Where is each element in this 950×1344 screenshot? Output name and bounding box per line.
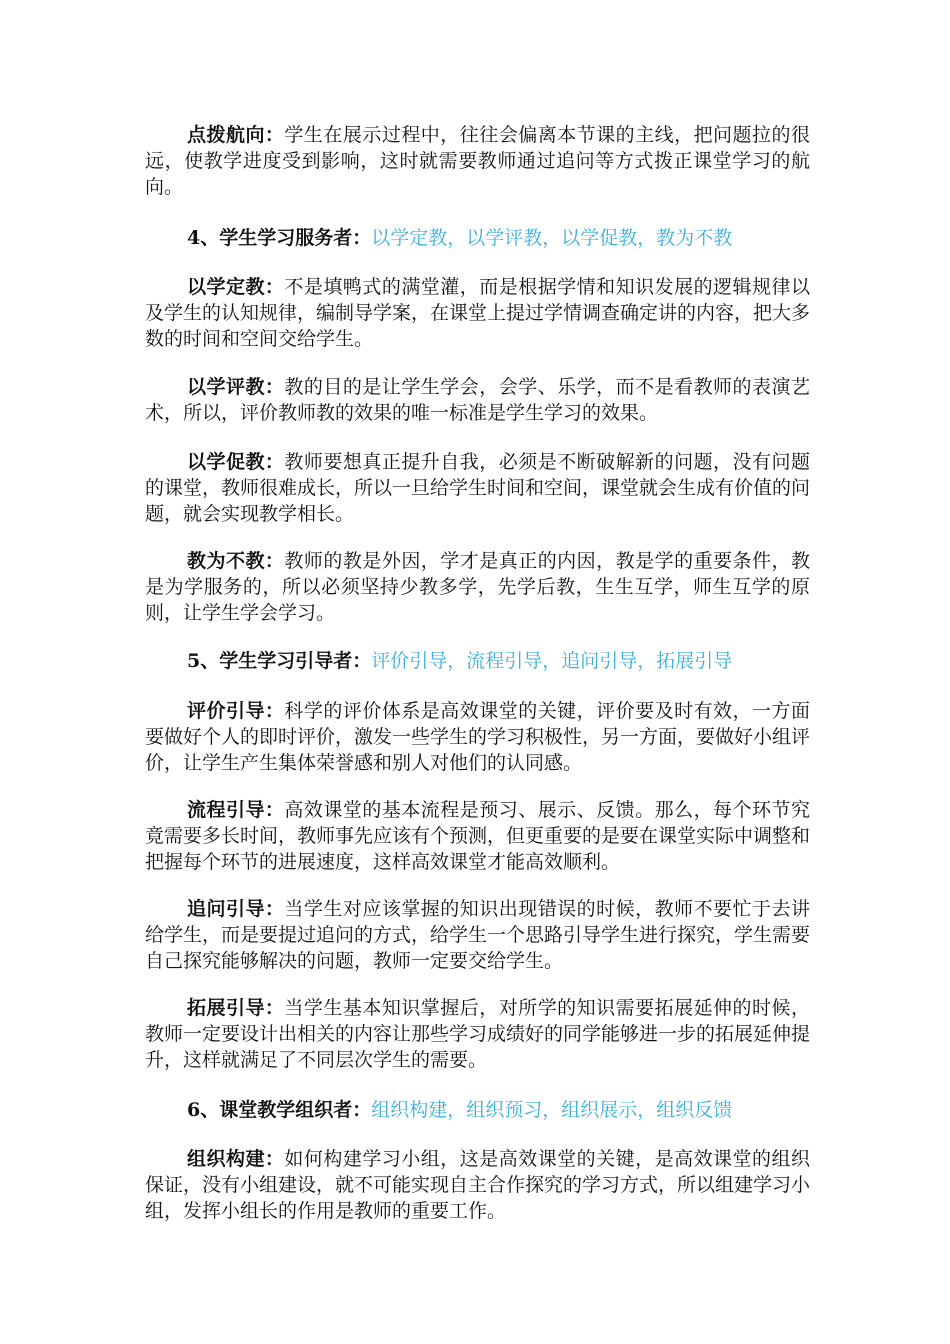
paragraph-term: 以学促教： <box>187 451 285 473</box>
paragraph-liucheng-yindao <box>145 797 810 875</box>
paragraph-text: 当学生基本知识掌握后，对所学的知识需要拓展延伸的时候，教师一定要设计出相关的内容让那些学习成绩好的同学能够进一步的拓展延伸提升，这样就满足了不同层次学生的需要。 <box>145 997 811 1071</box>
paragraph-text: 教师的教是外因，学才是真正的内因，教是学的重要条件，教是为学服务的，所以必须坚持少教多学，先学后教，生生互学，师生互学的原则，让学生学会学习。 <box>145 550 810 624</box>
section-heading-6 <box>145 1097 810 1123</box>
paragraph-term: 教为不教： <box>187 550 285 572</box>
paragraph-text: 如何构建学习小组，这是高效课堂的关键，是高效课堂的组织保证，没有小组建设，就不可能实现自主合作探究的学习方式，所以组建学习小组，发挥小组长的作用是教师的重要工作。 <box>145 1148 811 1222</box>
paragraph-term: 点拨航向： <box>187 124 285 146</box>
paragraph-yixue-pingjiao <box>145 374 810 426</box>
section-heading-5 <box>145 648 810 674</box>
paragraph-yixue-dingjiao <box>145 274 810 352</box>
paragraph-text: 高效课堂的基本流程是预习、展示、反馈。那么，每个环节究竟需要多长时间，教师事先应该有个预测，但更重要的是要在课堂实际中调整和把握每个环节的进展速度，这样高效课堂才能高效顺利。 <box>145 799 811 873</box>
paragraph-text: 科学的评价体系是高效课堂的关键，评价要及时有效，一方面要做好个人的即时评价，激发一些学生的学习积极性，另一方面，要做好小组评价，让学生产生集体荣誉感和别人对他们的认同感。 <box>145 700 811 774</box>
paragraph-term: 以学评教： <box>187 376 285 398</box>
paragraph-zuzhi-goujian <box>145 1146 810 1224</box>
paragraph-pingjia-yindao <box>145 698 810 776</box>
paragraph-term: 评价引导： <box>187 700 285 722</box>
paragraph-zhuiwen-yindao <box>145 896 810 974</box>
section-heading-title: 4、学生学习服务者： <box>187 227 372 249</box>
paragraph-text: 当学生对应该掌握的知识出现错误的时候，教师不要忙于去讲给学生，而是要提过追问的方式，给学生一个思路引导学生进行探究，学生需要自己探究能够解决的问题，教师一定要交给学生。 <box>145 898 811 972</box>
paragraph-dianbo-hangxiang <box>145 122 810 200</box>
paragraph-term: 组织构建： <box>187 1148 285 1170</box>
paragraph-term: 拓展引导： <box>187 997 285 1019</box>
paragraph-term: 以学定教： <box>187 276 285 298</box>
section-heading-title: 5、学生学习引导者： <box>187 650 372 672</box>
section-heading-tags: 评价引导，流程引导，追问引导，拓展引导 <box>371 650 733 672</box>
section-heading-title: 6、课堂教学组织者： <box>187 1099 372 1121</box>
paragraph-yixue-cujiao <box>145 449 810 527</box>
paragraph-text: 教师要想真正提升自我，必须是不断破解新的问题，没有问题的课堂，教师很难成长，所以一旦给学生时间和空间，课堂就会生成有价值的问题，就会实现教学相长。 <box>145 451 811 525</box>
paragraph-term: 追问引导： <box>187 898 285 920</box>
paragraph-term: 流程引导： <box>187 799 285 821</box>
paragraph-text: 教的目的是让学生学会，会学、乐学，而不是看教师的表演艺术，所以，评价教师教的效果的唯一标准是学生学习的效果。 <box>145 376 810 424</box>
paragraph-tuozhan-yindao <box>145 995 810 1073</box>
section-heading-tags: 以学定教，以学评教，以学促教，教为不教 <box>371 227 733 249</box>
section-heading-4 <box>145 225 810 251</box>
paragraph-text: 学生在展示过程中，往往会偏离本节课的主线，把问题拉的很远，使教学进度受到影响，这时就需要教师通过追问等方式拨正课堂学习的航向。 <box>145 124 810 198</box>
paragraph-jiaowei-bujiao <box>145 548 810 626</box>
section-heading-tags: 组织构建，组织预习，组织展示，组织反馈 <box>371 1099 733 1121</box>
paragraph-text: 不是填鸭式的满堂灌，而是根据学情和知识发展的逻辑规律以及学生的认知规律，编制导学案，在课堂上提过学情调查确定讲的内容，把大多数的时间和空间交给学生。 <box>145 276 811 350</box>
